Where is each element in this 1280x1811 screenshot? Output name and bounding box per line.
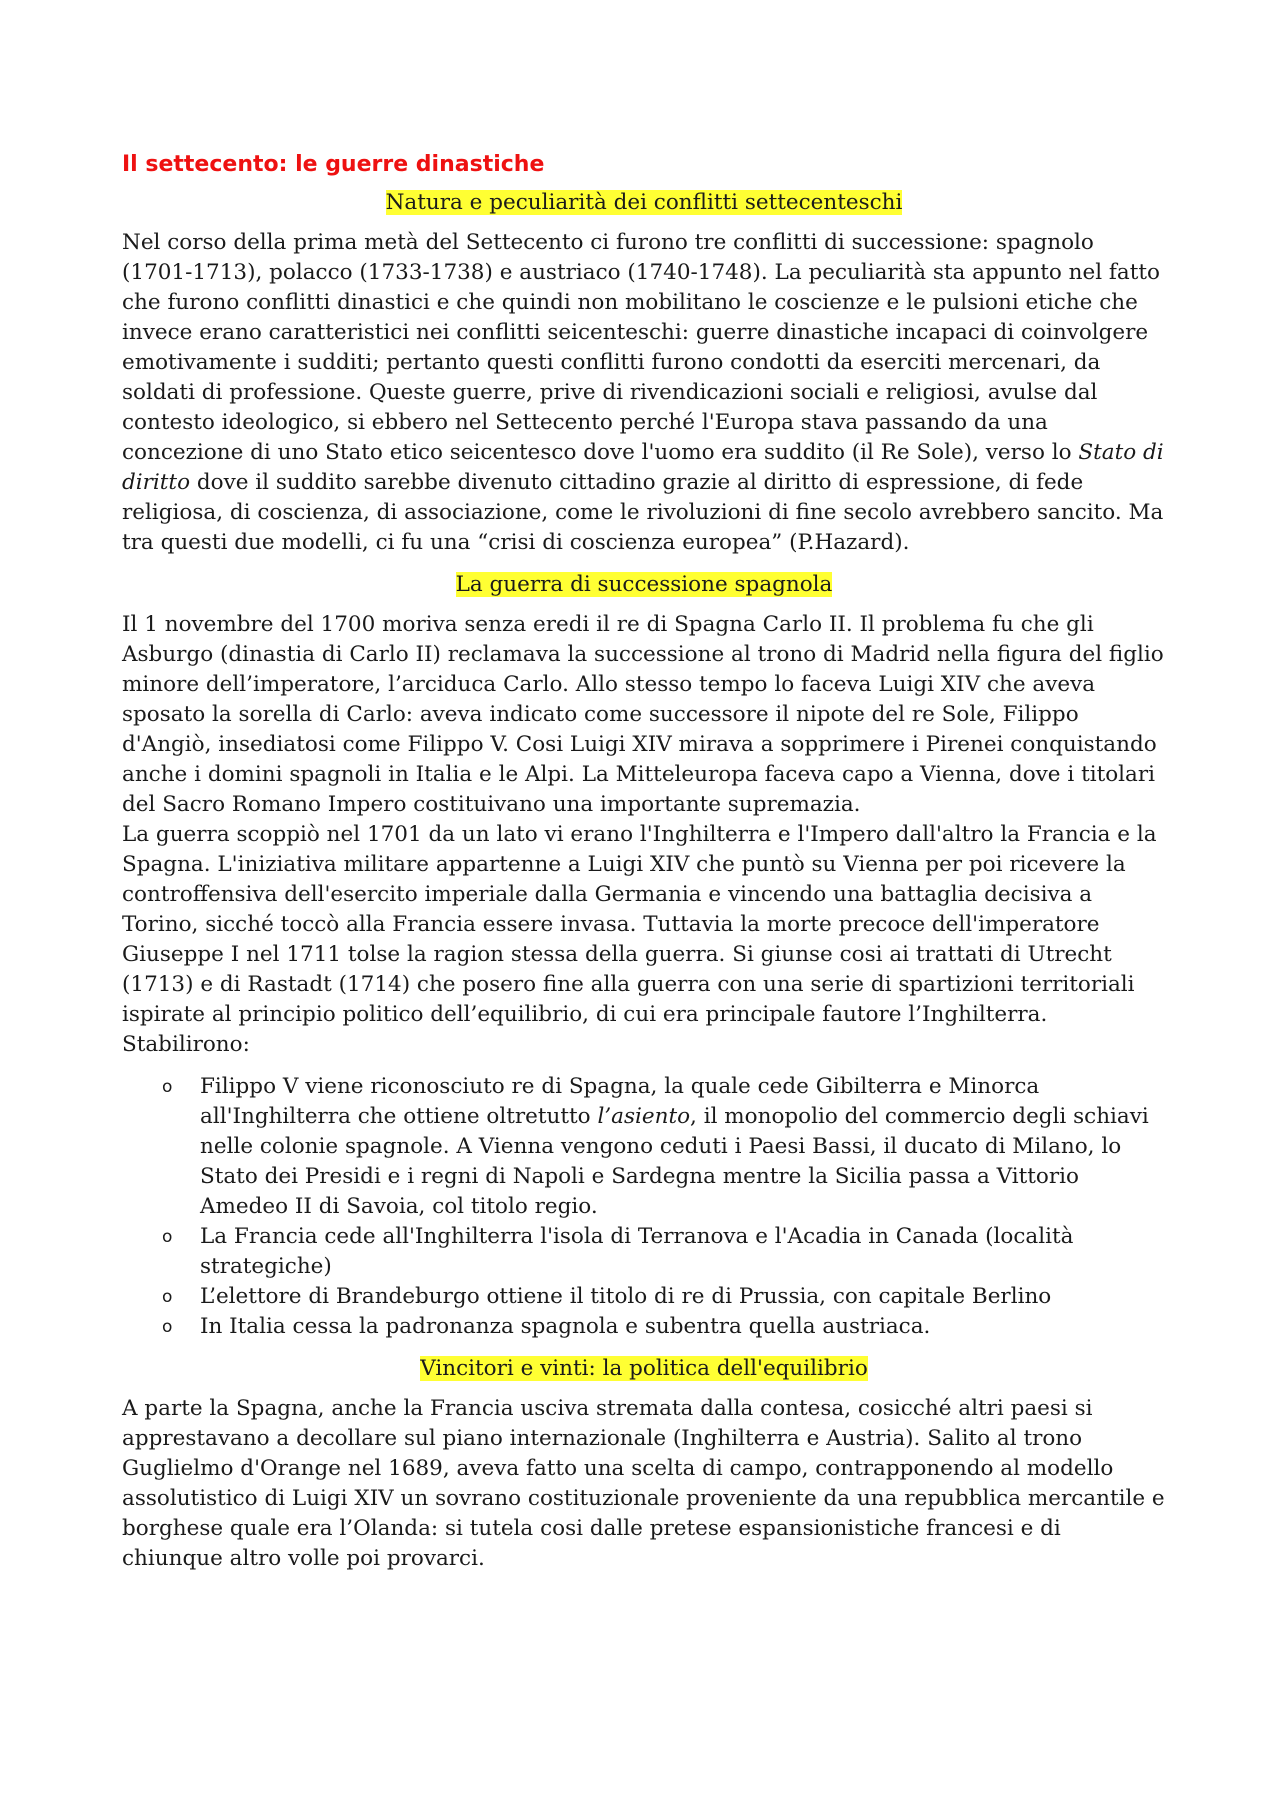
highlighted-heading-text: Vincitori e vinti: la politica dell'equilibrio	[420, 1356, 868, 1381]
list-item	[162, 1282, 1166, 1312]
list-item-text: L’elettore di Brandeburgo ottiene il titolo di re di Prussia, con capitale Berlino	[200, 1284, 1052, 1309]
section-heading-successione-spagnola	[122, 570, 1166, 600]
document-page	[122, 150, 1166, 1586]
list-item-text: Filippo V viene riconosciuto re di Spagna, la quale cede Gibilterra e Minorca all'Inghilterra che ottiene oltretutto	[200, 1074, 1040, 1129]
section-heading-equilibrio	[122, 1354, 1166, 1384]
treaty-terms-list	[122, 1072, 1166, 1342]
document-title: Il settecento: le guerre dinastiche	[122, 152, 545, 177]
highlighted-heading-text: La guerra di successione spagnola	[455, 572, 833, 597]
paragraph-equilibrio: A parte la Spagna, anche la Francia usciva stremata dalla contesa, cosicché altri paesi si apprestavano a decollare sul piano internazionale (Inghilterra e Austria). Salito al trono Guglielmo d'Orange nel 1689, aveva fatto una scelta di campo, contrapponendo al modello assolutistico di Luigi XIV un sovrano costituzionale proveniente da una repubblica mercantile e borghese quale era l’Olanda: si tutela cosi dalle pretese espansionistiche francesi e di chiunque altro volle poi provarci.	[122, 1396, 1165, 1571]
section-heading-natura	[122, 188, 1166, 218]
list-item-text: , il monopolio del commercio degli schiavi nelle colonie spagnole. A Vienna vengono ceduti i Paesi Bassi, il ducato di Milano, lo Stato dei Presidi e i regni di Napoli e Sardegna mentre la Sicilia passa a Vittorio Amedeo II di Savoia, col titolo regio.	[200, 1104, 1149, 1219]
italic-term: Stato di diritto	[122, 440, 1164, 495]
paragraph-natura	[122, 228, 1166, 558]
paragraph-text: dove il suddito sarebbe divenuto cittadino grazie al diritto di espressione, di fede religiosa, di coscienza, di associazione, come le rivoluzioni di fine secolo avrebbero sancito. Ma tra questi due modelli, ci fu una “crisi di coscienza europea” (P.Hazard).	[122, 470, 1164, 555]
highlighted-heading-text: Natura e peculiarità dei conflitti settecenteschi	[385, 190, 903, 215]
paragraph-text: Nel corso della prima metà del Settecento ci furono tre conflitti di successione: spagnolo (1701-1713), polacco (1733-1738) e austriaco (1740-1748). La peculiarità sta appunto nel fatto che furono conflitti dinastici e che quindi non mobilitano le coscienze e le pulsioni etiche che invece erano caratteristici nei conflitti seicenteschi: guerre dinastiche incapaci di coinvolgere emotivamente i sudditi; pertanto questi conflitti furono condotti da eserciti mercenari, da soldati di professione. Queste guerre, prive di rivendicazioni sociali e religiosi, avulse dal contesto ideologico, si ebbero nel Settecento perché l'Europa stava passando da una concezione di uno Stato etico seicentesco dove l'uomo era suddito (il Re Sole), verso lo	[122, 230, 1160, 465]
italic-term: l’asiento	[597, 1104, 691, 1129]
bullet-circle-icon: o	[162, 1317, 173, 1337]
paragraph-successione-1: Il 1 novembre del 1700 moriva senza eredi il re di Spagna Carlo II. Il problema fu che gli Asburgo (dinastia di Carlo II) reclamava la successione al trono di Madrid nella figura del figlio minore dell’imperatore, l’arciduca Carlo. Allo stesso tempo lo faceva Luigi XIV che aveva sposato la sorella di Carlo: aveva indicato come successore il nipote del re Sole, Filippo d'Angiò, insediatosi come Filippo V. Cosi Luigi XIV mirava a sopprimere i Pirenei conquistando anche i domini spagnoli in Italia e le Alpi. La Mitteleuropa faceva capo a Vienna, dove i titolari del Sacro Romano Impero costituivano una importante supremazia.	[122, 612, 1164, 817]
list-item-text: In Italia cessa la padronanza spagnola e subentra quella austriaca.	[200, 1314, 931, 1339]
list-item	[162, 1312, 1166, 1342]
list-item	[162, 1072, 1166, 1222]
list-item-text: La Francia cede all'Inghilterra l'isola di Terranova e l'Acadia in Canada (località strategiche)	[200, 1224, 1074, 1279]
bullet-circle-icon: o	[162, 1287, 173, 1307]
bullet-circle-icon: o	[162, 1227, 173, 1247]
paragraph-successione-2: La guerra scoppiò nel 1701 da un lato vi erano l'Inghilterra e l'Impero dall'altro la Francia e la Spagna. L'iniziativa militare appartenne a Luigi XIV che puntò su Vienna per poi ricevere la controffensiva dell'esercito imperiale dalla Germania e vincendo una battaglia decisiva a Torino, sicché toccò alla Francia essere invasa. Tuttavia la morte precoce dell'imperatore Giuseppe I nel 1711 tolse la ragion stessa della guerra. Si giunse cosi ai trattati di Utrecht (1713) e di Rastadt (1714) che posero fine alla guerra con una serie di spartizioni territoriali ispirate al principio politico dell’equilibrio, di cui era principale fautore l’Inghilterra. Stabilirono:	[122, 822, 1157, 1057]
list-item	[162, 1222, 1166, 1282]
bullet-circle-icon: o	[162, 1077, 173, 1097]
